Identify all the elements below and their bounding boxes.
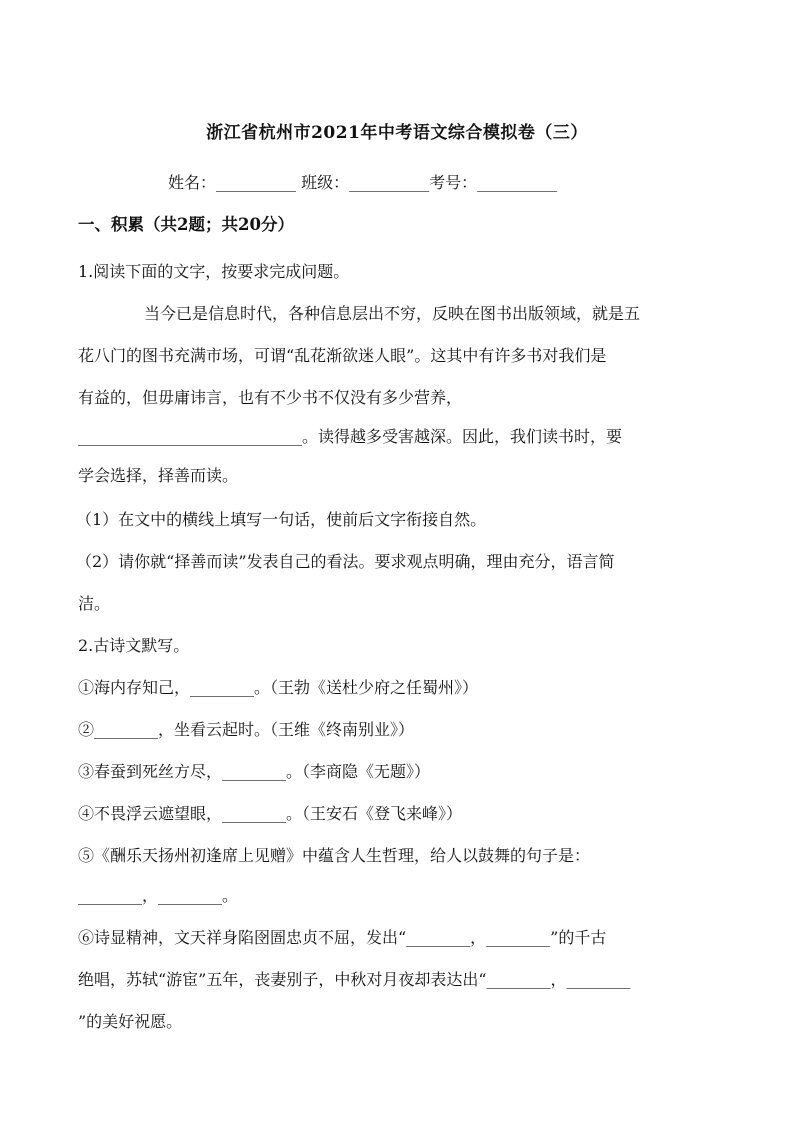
q1-sub2-line-1: （2）请你就“择善而读”发表自己的看法。要求观点明确，理由充分，语言简 bbox=[76, 552, 615, 571]
q2-item-1: ①海内存知己，________。（王勃《送杜少府之任蜀州》） bbox=[78, 678, 479, 697]
q1-sub2-line-2: 洁。 bbox=[78, 594, 111, 613]
q2-item-5: ⑤《酬乐天扬州初逢席上见赠》中蕴含人生哲理，给人以鼓舞的句子是： bbox=[78, 846, 591, 865]
q2-prompt: 2.古诗文默写。 bbox=[78, 636, 190, 655]
q1-passage-line-3: 有益的，但毋庸讳言，也有不少书不仅没有多少营养， bbox=[78, 388, 463, 407]
q2-item-6-line-3: ”的美好祝愿。 bbox=[78, 1012, 183, 1031]
q2-item-6-line-1: ⑥诗显精神，文天祥身陷囹圄忠贞不屈，发出“________，________”的千古 bbox=[78, 928, 607, 947]
exam-title: 浙江省杭州市2021年中考语文综合模拟卷（三） bbox=[206, 123, 588, 143]
q1-prompt: 1.阅读下面的文字，按要求完成问题。 bbox=[78, 262, 350, 281]
q1-passage-line-5: 学会选择，择善而读。 bbox=[78, 466, 239, 485]
q2-item-2: ②________，坐看云起时。（王维《终南别业》） bbox=[78, 720, 415, 739]
section-heading: 一、积累（共2题；共20分） bbox=[78, 215, 294, 234]
q1-passage-line-2: 花八门的图书充满市场，可谓“乱花渐欲迷人眼”。这其中有许多书对我们是 bbox=[78, 346, 607, 365]
q2-item-5-blanks: ________，________。 bbox=[78, 886, 239, 905]
q2-item-6-line-2: 绝唱，苏轼“游宦”五年，丧妻别子，中秋对月夜却表达出“________，________ bbox=[78, 970, 631, 989]
q1-sub1: （1）在文中的横线上填写一句话，使前后文字衔接自然。 bbox=[76, 510, 487, 529]
q1-passage-line-1: 当今已是信息时代，各种信息层出不穷，反映在图书出版领域，就是五 bbox=[144, 304, 641, 323]
student-info-line: 姓名：__________ 班级：__________考号：__________ bbox=[168, 173, 558, 192]
q2-item-3: ③春蚕到死丝方尽，________。（李商隐《无题》） bbox=[78, 762, 431, 781]
q2-item-4: ④不畏浮云遮望眼，________。（王安石《登飞来峰》） bbox=[78, 804, 463, 823]
q1-passage-line-4: ____________________________。读得越多受害越深。因此，我们读书时，要 bbox=[78, 427, 623, 446]
